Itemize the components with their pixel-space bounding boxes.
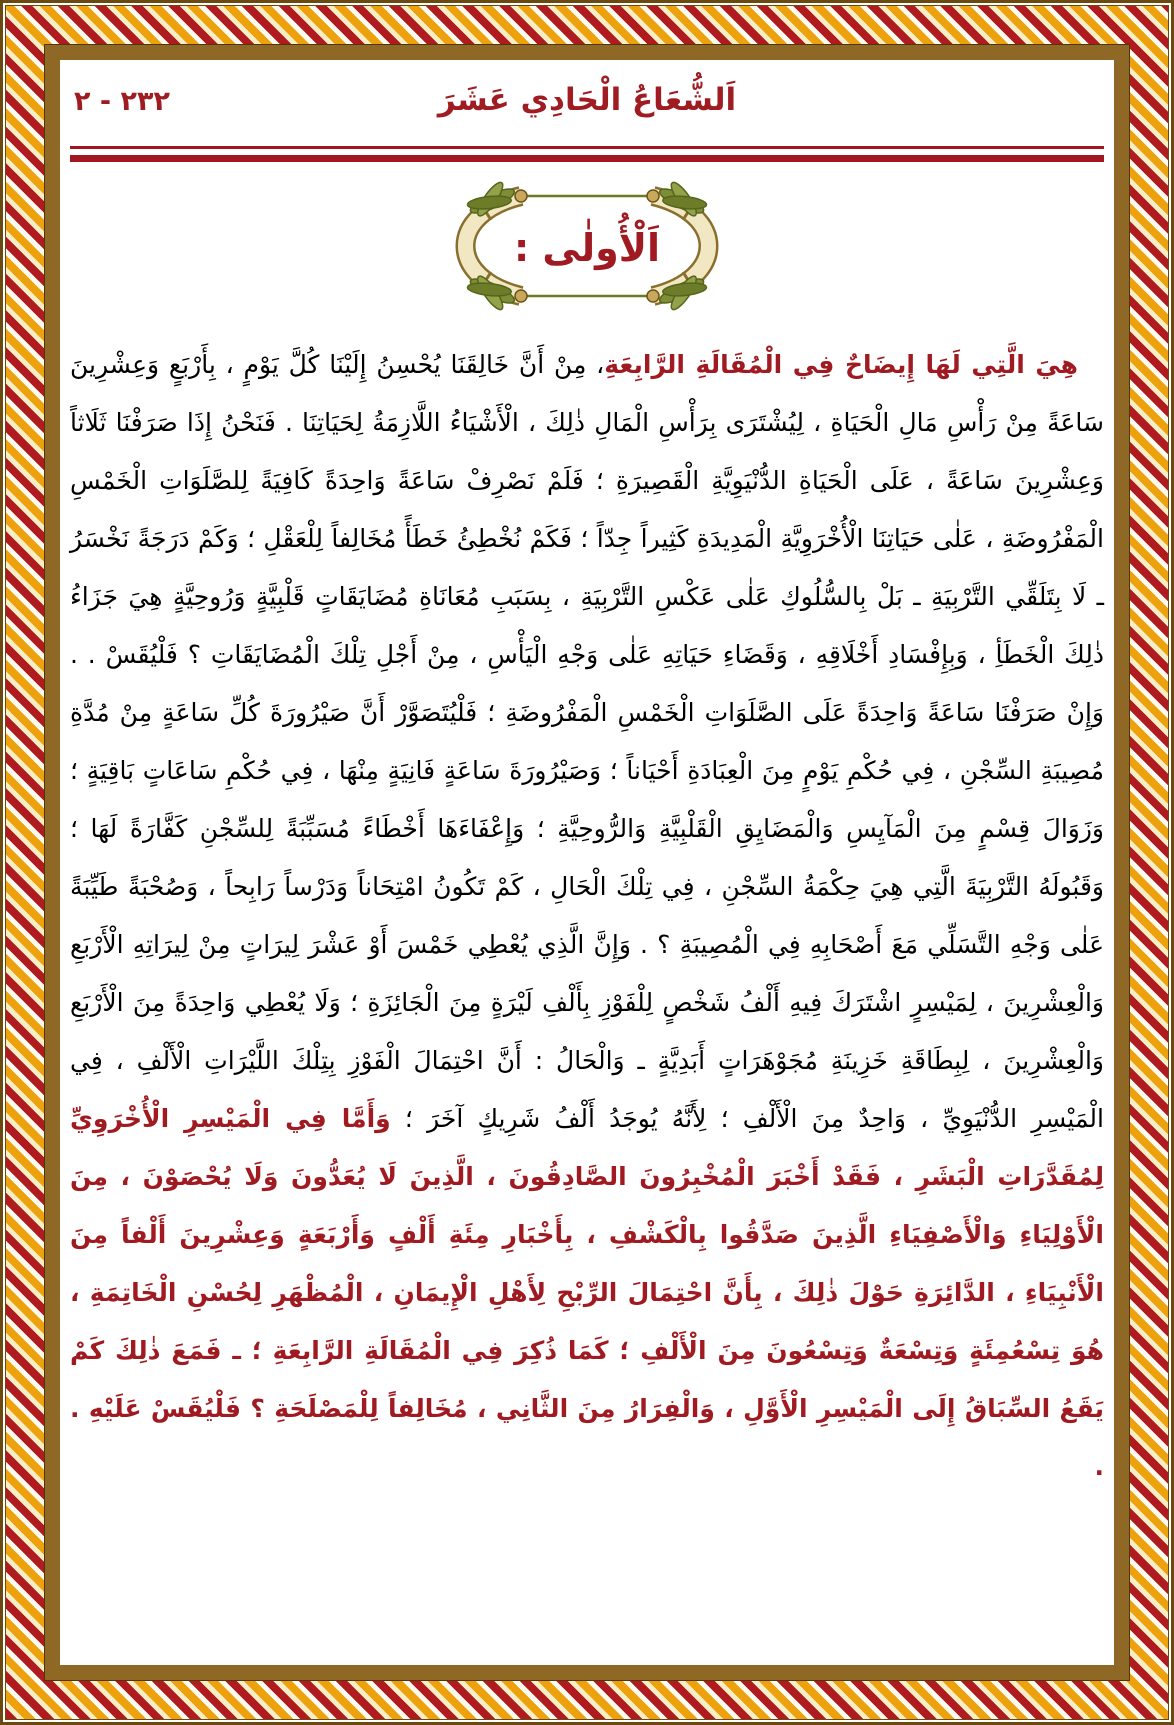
page-content [60, 60, 1114, 1665]
body-segment-red-conclusion: وَأَمَّا فِي الْمَيْسِرِ الْأُخْرَوِيِّ لِمُقَدَّرَاتِ الْبَشَرِ ، فَقَدْ أَخْبَرَ الْمُخْبِرُونَ الصَّادِقُونَ ، الَّذِينَ لَا يُعَدُّونَ وَلَا يُحْصَوْنَ ، مِنَ الْأَوْلِيَاءِ وَالْأَصْفِيَاءِ الَّذِينَ صَدَّقُوا بِالْكَشْفِ ، بِأَخْبَارِ مِئَةِ أَلْفٍ وَأَرْبَعَةٍ وَعِشْرِينَ أَلْفاً مِنَ الْأَنْبِيَاءِ ، الدَّائِرَةِ حَوْلَ ذٰلِكَ ، بِأَنَّ احْتِمَالَ الرِّبْحِ لِأَهْلِ الْإِيمَانِ ، الْمُظْهَرِ لِحُسْنِ الْخَاتِمَةِ ، هُوَ تِسْعُمِئَةٍ وَتِسْعَةٌ وَتِسْعُونَ مِنَ الْأَلْفِ ؛ كَمَا ذُكِرَ فِي الْمُقَالَةِ الرَّابِعَةِ ؛ ـ فَمَعَ ذٰلِكَ كَمْ يَقَعُ السِّبَاقُ إِلَى الْمَيْسِرِ الْأَوَّلِ ، وَالْفِرَارُ مِنَ الثَّانِي ، مُخَالِفاً لِلْمَصْلَحَةِ ؟ فَلْيُقَسْ عَلَيْهِ . . [70, 1104, 1104, 1481]
header-rule [70, 146, 1104, 162]
page-header [68, 60, 1106, 146]
page-title: اَلشُّعَاعُ الْحَادِي عَشَرَ [437, 82, 737, 118]
section-heading: اَلْأُولٰى : [513, 226, 661, 270]
section-ornament [417, 176, 757, 316]
page-number: ٢٣٢ - ٢ [74, 86, 170, 117]
header-rule-thick [70, 155, 1104, 162]
body-segment-black-main: ، مِنْ أَنَّ خَالِقَنَا يُحْسِنُ إِلَيْنَا كُلَّ يَوْمٍ ، بِأَرْبَعٍ وَعِشْرِينَ سَاعَةً مِنْ رَأْسِ مَالِ الْحَيَاةِ ، لِيُشْتَرَى بِرَأْسِ الْمَالِ ذٰلِكَ ، الْأَشْيَاءُ اللَّازِمَةُ لِحَيَاتِنَا . فَنَحْنُ إِذَا صَرَفْنَا ثَلَاثاً وَعِشْرِينَ سَاعَةً ، عَلَى الْحَيَاةِ الدُّنْيَوِيَّةِ الْقَصِيرَةِ ؛ فَلَمْ نَصْرِفْ سَاعَةً وَاحِدَةً كَافِيَةً لِلصَّلَوَاتِ الْخَمْسِ الْمَفْرُوضَةِ ، عَلٰى حَيَاتِنَا الْأُخْرَوِيَّةِ الْمَدِيدَةِ كَثِيراً جِدّاً ؛ فَكَمْ نُخْطِئُ خَطَأً مُخَالِفاً لِلْعَقْلِ ؛ وَكَمْ دَرَجَةً نَخْسَرُ ـ لَا بِتَلَقِّي التَّرْبِيَةِ ـ بَلْ بِالسُّلُوكِ عَلٰى عَكْسِ التَّرْبِيَةِ ، بِسَبَبِ مُعَانَاةِ مُضَايَقَاتٍ قَلْبِيَّةٍ وَرُوحِيَّةٍ هِيَ جَزَاءُ ذٰلِكَ الْخَطَأِ ، وَبِإِفْسَادِ أَخْلَاقِهِ ، وَقَضَاءِ حَيَاتِهِ عَلٰى وَجْهِ الْيَأْسِ ، مِنْ أَجْلِ تِلْكَ الْمُضَايَقَاتِ ؟ فَلْيُقَسْ . . وَإِنْ صَرَفْنَا سَاعَةً وَاحِدَةً عَلَى الصَّلَوَاتِ الْخَمْسِ الْمَفْرُوضَةِ ؛ فَلْيُتَصَوَّرْ أَنَّ صَيْرُورَةَ كُلِّ سَاعَةٍ مِنْ مُدَّةِ مُصِيبَةِ السِّجْنِ ، فِي حُكْمِ يَوْمٍ مِنَ الْعِبَادَةِ أَحْيَاناً ؛ وَصَيْرُورَةَ سَاعَةٍ فَانِيَةٍ مِنْهَا ، فِي حُكْمِ سَاعَاتٍ بَاقِيَةٍ ؛ وَزَوَالَ قِسْمٍ مِنَ الْمَآيِسِ وَالْمَضَايِقِ الْقَلْبِيَّةِ وَالرُّوحِيَّةِ ؛ وَإِعْفَاءَهَا أَخْطَاءً مُسَبِّبَةً لِلسِّجْنِ كَفَّارَةً لَهَا ؛ وَقَبُولَهُ التَّرْبِيَةَ الَّتِي هِيَ حِكْمَةُ السِّجْنِ ، فِي تِلْكَ الْحَالِ ، كَمْ تَكُونُ امْتِحَاناً وَدَرْساً رَابِحاً ، وَصُحْبَةً طَيِّبَةً عَلٰى وَجْهِ التَّسَلِّي مَعَ أَصْحَابِهِ فِي الْمُصِيبَةِ ؟ . وَإِنَّ الَّذِي يُعْطِي خَمْسَ أَوْ عَشْرَ لِيرَاتٍ مِنْ لِيرَاتِهِ الْأَرْبَعِ وَالْعِشْرِينَ ، لِمَيْسِرٍ اشْتَرَكَ فِيهِ أَلْفُ شَخْصٍ لِلْفَوْزِ بِأَلْفِ لَيْرَةٍ مِنَ الْجَائِزَةِ ؛ وَلَا يُعْطِي وَاحِدَةً مِنَ الْأَرْبَعِ وَالْعِشْرِينَ ، لِبِطَاقَةِ خَزِينَةِ مُجَوْهَرَاتٍ أَبَدِيَّةٍ ـ وَالْحَالُ : أَنَّ احْتِمَالَ الْفَوْزِ بِتِلْكَ اللَّيْرَاتِ الْأَلْفِ ، فِي الْمَيْسِرِ الدُّنْيَوِيِّ ، وَاحِدٌ مِنَ الْأَلْفِ ؛ لِأَنَّهُ يُوجَدُ أَلْفُ شَرِيكٍ آخَرَ ؛ [70, 350, 1104, 1133]
body-segment-red-intro: هِيَ الَّتِي لَهَا إِيضَاحٌ فِي الْمُقَالَةِ الرَّابِعَةِ [604, 350, 1078, 379]
body-paragraph [70, 336, 1104, 1496]
